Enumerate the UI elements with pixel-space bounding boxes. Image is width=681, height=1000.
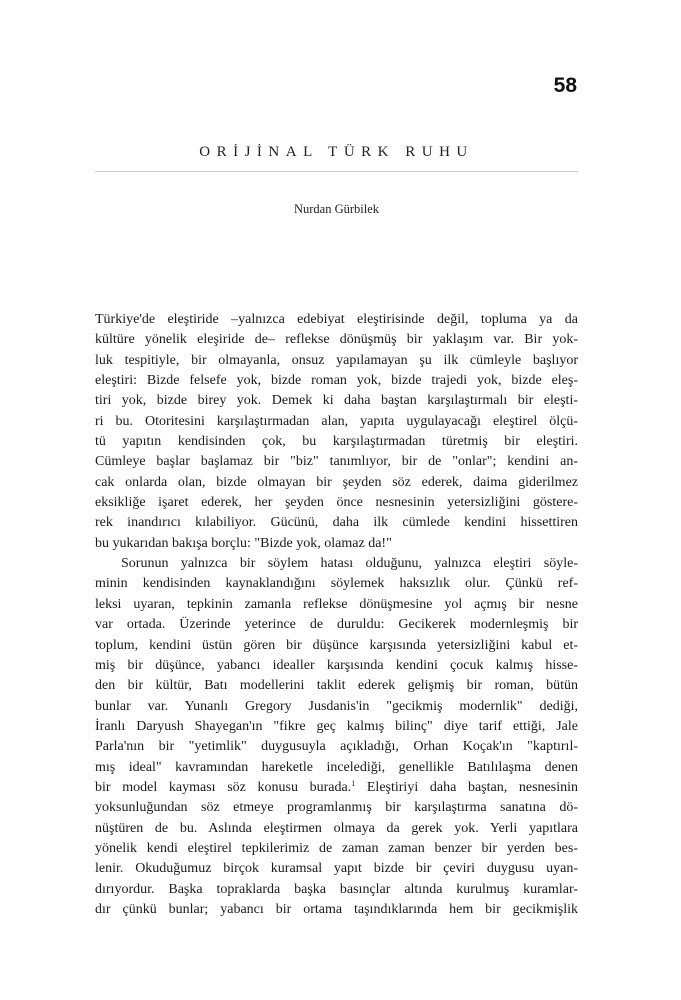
body-line [95, 676, 578, 696]
body-line-text: bu yukarıdan bakışa borçlu: "Bizde yok, olamaz da!" [95, 535, 392, 551]
body-line-text: Parla'nın bir "yetimlik" duygusuyla açıkladığı, Orhan Koçak'ın "kaptırıl- [95, 739, 578, 755]
body-line-text: toplum, kendini üstün gören bir düşünce karşısında yetersizliğini kabul et- [95, 637, 578, 653]
body-line [95, 595, 578, 615]
body-line-text: Eleştiriyi daha baştan, nesnesinin [355, 779, 578, 795]
body-line [95, 615, 578, 635]
body-line [95, 737, 578, 757]
body-line [95, 493, 578, 513]
body-line [95, 513, 578, 533]
body-line-text: bir model kayması söz konusu burada. [95, 779, 352, 795]
body-line [95, 697, 578, 717]
footnote-marker[interactable]: 1 [351, 778, 356, 788]
body-line-text: lenir. Okuduğumuz birçok kuramsal yapıt bizde bir çeviri duygusu uyan- [95, 861, 578, 877]
body-line-text: minin kendisinden kaynaklandığını söylemek haksızlık olur. Çünkü ref- [95, 576, 578, 592]
body-line-text: eleştiri: Bizde felsefe yok, bizde roman yok, bizde trajedi yok, bizde eleş- [95, 373, 578, 389]
body-line-text: kültüre yönelik eleşiride de– reflekse dönüşmüş bir yaklaşım var. Bir yok- [95, 332, 578, 348]
body-line-text: den bir kültür, Batı modellerini taklit ederek gelişmiş bir roman, bütün [95, 678, 578, 694]
body-line [95, 371, 578, 391]
body-line-text: tiri yok, bizde birey yok. Demek ki daha baştan karşılaştırmalı bir eleşti- [95, 393, 578, 409]
body-line [95, 330, 578, 350]
body-line [95, 310, 578, 330]
body-line-text: Sorunun yalnızca bir söylem hatası olduğunu, yalnızca eleştiri söyle- [121, 556, 578, 572]
body-line [95, 391, 578, 411]
body-line [95, 859, 578, 879]
body-line-text: luk tespitiyle, bir olmayanla, onsuz yapılamayan şu ilk cümleyle başlıyor [95, 352, 578, 368]
body-text [95, 310, 578, 920]
title-rule [95, 171, 578, 172]
body-line [95, 758, 578, 778]
body-line-text: dırıyordur. Başka topraklarda başka basınçlar altında kurulmuş kuramlar- [95, 881, 578, 897]
body-line [95, 778, 578, 798]
body-line-text: mış ideal" kavramından hareketle incelediği, genellikle Batılılaşma denen [95, 759, 578, 775]
body-line-text: nüştüren de bu. Aslında eleştirmen olmaya da gerek yok. Yerli yapıtlara [95, 820, 578, 836]
body-line [95, 717, 578, 737]
body-line [95, 554, 578, 574]
page-number: 58 [553, 74, 577, 97]
body-line-text: bunlar var. Yunanlı Gregory Jusdanis'in "gecikmiş modernlik" dediği, [95, 698, 578, 714]
author-name: Nurdan Gürbilek [293, 202, 380, 216]
body-line [95, 534, 578, 554]
body-line-text: Cümleye başlar başlamaz bir "biz" tanımlıyor, bir de "onlar"; kendini an- [95, 454, 578, 470]
body-line-text: eksikliğe işaret ederek, her şeyden önce nesnesinin yetersizliğini göstere- [95, 495, 578, 511]
body-line-text: rek inandırıcı kılabiliyor. Gücünü, daha ilk cümlede kendini hissettiren [95, 515, 578, 531]
body-line-text: cak onlarda olan, bizde olmayan bir şeyden söz ederek, daima giderilmez [95, 474, 578, 490]
body-line-text: yoksunluğundan söz etmeye programlanmış bir karşılaştırma sanatına dö- [95, 800, 578, 816]
body-line-text: dır çünkü bunlar; yabancı bir ortama taşındıklarında hem bir gecikmişlik [95, 901, 578, 917]
body-line [95, 432, 578, 452]
body-line [95, 452, 578, 472]
body-line [95, 636, 578, 656]
body-line-text: miş bir düşünce, yabancı idealler karşısında kendini çocuk kalmış hisse- [95, 657, 578, 673]
body-line [95, 798, 578, 818]
body-line-text: var ortada. Üzerinde yeterince de duruldu: Gecikerek modernleşmiş bir [95, 617, 578, 633]
body-line-text: tü yapıtın kendisinden çok, bu karşılaştırmadan türetmiş bir eleştiri. [95, 434, 578, 450]
body-line-text: İranlı Daryush Shayegan'ın "fikre geç kalmış bilinç" diye tarif ettiği, Jale [95, 718, 578, 734]
body-line [95, 880, 578, 900]
body-line [95, 900, 578, 920]
body-line-text: Türkiye'de eleştiride –yalnızca edebiyat eleştirisinde değil, topluma ya da [95, 312, 578, 327]
article-title: ORİJİNAL TÜRK RUHU [199, 144, 474, 160]
body-line-text: leksi uyaran, tepkinin zamanla reflekse dönüşmesine yol açmış bir nesne [95, 596, 578, 612]
body-line [95, 473, 578, 493]
body-line-text: yönelik kendi eleştirel tepkilerimiz de zaman zaman benzer bir yerden bes- [95, 840, 578, 856]
body-line [95, 412, 578, 432]
body-line [95, 574, 578, 594]
body-line [95, 819, 578, 839]
body-line [95, 656, 578, 676]
body-line-text: ri bu. Otoritesini karşılaştırmadan alan, yapıta uygulayacağı eleştirel ölçü- [95, 413, 578, 429]
body-line [95, 839, 578, 859]
body-line [95, 351, 578, 371]
